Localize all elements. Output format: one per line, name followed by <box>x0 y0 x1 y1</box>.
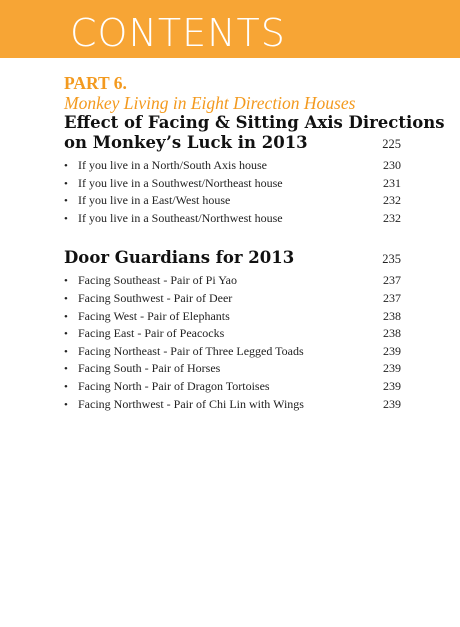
list-item[interactable] <box>64 396 401 414</box>
item-text: Facing North - Pair of Dragon Tortoises <box>78 378 270 393</box>
item-page: 239 <box>383 343 401 358</box>
item-page: 232 <box>383 210 401 225</box>
section1-list <box>64 157 401 227</box>
list-item[interactable] <box>64 290 401 308</box>
section1-page: 225 <box>382 137 401 151</box>
section2-page: 235 <box>382 252 401 267</box>
bullet-icon: • <box>64 345 68 358</box>
bullet-icon: • <box>64 275 68 288</box>
part-label: PART 6. <box>64 73 127 93</box>
item-page: 239 <box>383 361 401 376</box>
item-text: Facing Southeast - Pair of Pi Yao <box>78 273 237 288</box>
list-item[interactable] <box>64 308 401 326</box>
section2-title: Door Guardians for 2013 <box>64 248 295 268</box>
list-item[interactable] <box>64 192 401 210</box>
list-item[interactable] <box>64 360 401 378</box>
item-text: If you live in a North/South Axis house <box>78 158 267 172</box>
list-item[interactable] <box>64 325 401 343</box>
item-text: Facing Northwest - Pair of Chi Lin with Wings <box>78 396 304 411</box>
section1-heading[interactable] <box>64 133 401 153</box>
item-page: 237 <box>383 273 401 288</box>
item-page: 230 <box>383 158 401 172</box>
section1-title-line2: on Monkey’s Luck in 2013 <box>64 133 308 152</box>
item-text: If you live in a Southwest/Northeast house <box>78 175 283 190</box>
bullet-icon: • <box>64 160 68 172</box>
item-text: Facing Northeast - Pair of Three Legged Toads <box>78 343 304 358</box>
bullet-icon: • <box>64 328 68 341</box>
bullet-icon: • <box>64 177 68 190</box>
item-page: 238 <box>383 326 401 341</box>
item-text: If you live in a Southeast/Northwest house <box>78 210 283 225</box>
bullet-icon: • <box>64 212 68 225</box>
bullet-icon: • <box>64 398 68 411</box>
item-text: If you live in a East/West house <box>78 193 231 208</box>
item-page: 238 <box>383 308 401 323</box>
item-page: 232 <box>383 193 401 208</box>
bullet-icon: • <box>64 363 68 376</box>
item-page: 239 <box>383 378 401 393</box>
section1-title-line1[interactable]: Effect of Facing & Sitting Axis Directions <box>64 113 445 132</box>
item-text: Facing East - Pair of Peacocks <box>78 326 225 341</box>
toc-content <box>64 73 445 413</box>
item-text: Facing South - Pair of Horses <box>78 361 221 376</box>
item-page: 237 <box>383 290 401 305</box>
item-page: 231 <box>383 175 401 190</box>
list-item[interactable] <box>64 157 401 175</box>
section2-heading[interactable] <box>64 248 401 268</box>
list-item[interactable] <box>64 210 401 228</box>
section-spacer <box>64 227 401 248</box>
list-item[interactable] <box>64 175 401 193</box>
item-text: Facing Southwest - Pair of Deer <box>78 290 233 305</box>
bullet-icon: • <box>64 310 68 323</box>
list-item[interactable] <box>64 343 401 361</box>
bullet-icon: • <box>64 195 68 208</box>
bullet-icon: • <box>64 380 68 393</box>
list-item[interactable] <box>64 378 401 396</box>
list-item[interactable] <box>64 272 401 290</box>
section2-list <box>64 272 401 413</box>
bullet-icon: • <box>64 292 68 305</box>
item-text: Facing West - Pair of Elephants <box>78 308 230 323</box>
page-title: CONTENTS <box>70 11 286 55</box>
part-subtitle: Monkey Living in Eight Direction Houses <box>64 93 356 113</box>
item-page: 239 <box>383 396 401 411</box>
